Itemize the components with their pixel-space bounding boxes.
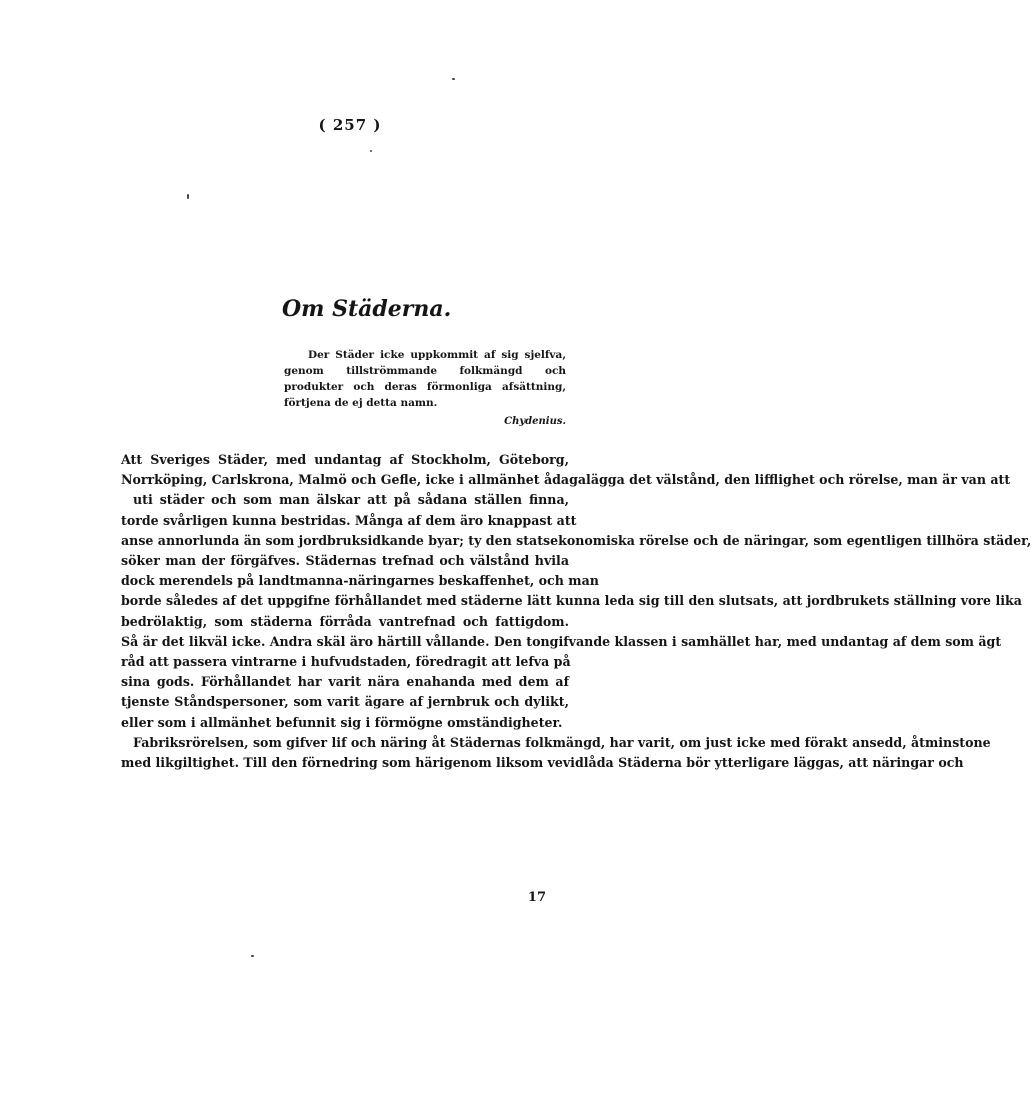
body-line: torde svårligen kunna bestridas. Många af dem äro knappast att: [121, 512, 577, 528]
body-line: Fabriksrörelsen, som gifver lif och näring åt Städernas folkmängd, har varit, om just icke med förakt ansedd, åtminstone: [133, 734, 991, 750]
body-line: Att Sveriges Städer, med undantag af Stockholm, Göteborg,: [121, 452, 569, 467]
body-line: med likgiltighet. Till den förnedring som härigenom liksom vevidlåda Städerna bör ytterligare läggas, att näringar och: [121, 755, 964, 771]
body-line: dock merendels på landtmanna-näringarnes beskaffenhet, och man: [121, 573, 599, 589]
ink-speck: [370, 150, 372, 152]
ink-speck: [251, 955, 254, 957]
body-line: uti städer och som man älskar att på sådana ställen finna,: [133, 492, 569, 508]
body-line: bedrölaktig, som städerna förråda vantrefnad och fattigdom.: [121, 613, 569, 629]
body-line: sina gods. Förhållandet har varit nära enahanda med dem af: [121, 674, 569, 690]
page-number-header: ( 257 ): [318, 116, 382, 134]
ink-speck: [187, 194, 189, 199]
body-line: eller som i allmänhet befunnit sig i förmögne omständigheter.: [121, 714, 563, 730]
body-line: Norrköping, Carlskrona, Malmö och Gefle, icke i allmänhet ådagalägga det välstånd, den lifflighet och rörelse, man är van att: [121, 472, 1011, 488]
epigraph: [284, 347, 566, 411]
body-line: borde således af det uppgifne förhållandet med städerne lätt kunna leda sig till den slutsats, att jordbrukets ställning vore lika: [121, 593, 1022, 609]
body-line: råd att passera vintrarne i hufvudstaden, föredragit att lefva på: [121, 654, 571, 670]
ink-speck: [452, 78, 455, 80]
body-text: [121, 450, 1031, 773]
body-line: anse annorlunda än som jordbruksidkande byar; ty den statsekonomiska rörelse och de näringar, som egentligen tillhöra städer,: [121, 532, 1031, 548]
body-line: tjenste Ståndspersoner, som varit ägare af jernbruk och dylikt,: [121, 694, 569, 710]
body-line: söker man der förgäfves. Städernas trefnad och välstånd hvila: [121, 553, 569, 569]
signature-mark: 17: [527, 890, 546, 905]
epigraph-text: Der Städer icke uppkommit af sig sjelfva, genom tillströmmande folkmängd och produkter och deras förmonliga afsättning, förtjena de ej detta namn.: [284, 349, 566, 409]
epigraph-attribution: Chydenius.: [504, 416, 566, 427]
chapter-title: Om Städerna.: [282, 296, 452, 322]
body-line: Så är det likväl icke. Andra skäl äro härtill vållande. Den tongifvande klassen i samhället har, med undantag af dem som ägt: [121, 633, 1002, 649]
